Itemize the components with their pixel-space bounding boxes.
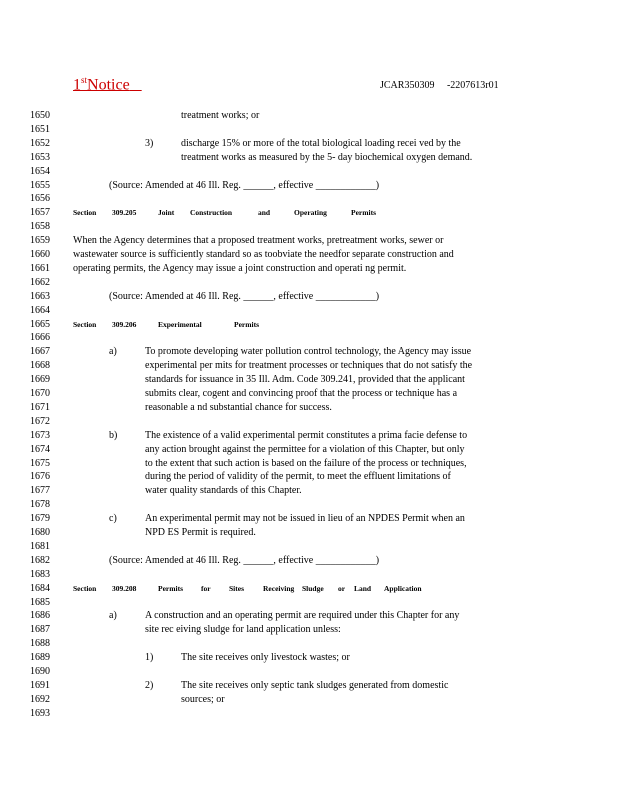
document-line xyxy=(0,679,618,693)
line-text: discharge 15% or more of the total biological loading recei ved by the xyxy=(181,137,461,149)
document-line xyxy=(0,387,618,401)
line-number: 1671 xyxy=(30,401,50,413)
section-heading-word: Experimental xyxy=(158,319,202,329)
line-text: An experimental permit may not be issued in lieu of an NPDES Permit when an xyxy=(145,513,465,525)
section-heading-word: Permits xyxy=(234,319,259,329)
section-heading-word: 309.206 xyxy=(112,319,137,329)
section-heading-word: Sludge xyxy=(302,583,324,593)
document-line xyxy=(0,582,618,596)
line-number: 1653 xyxy=(30,151,50,163)
line-number: 1686 xyxy=(30,610,50,622)
section-heading-word: Permits xyxy=(158,583,183,593)
line-number: 1687 xyxy=(30,624,50,636)
line-number: 1650 xyxy=(30,110,50,121)
document-line xyxy=(0,457,618,471)
document-line xyxy=(0,512,618,526)
section-heading-word: or xyxy=(338,583,346,593)
line-text: operating permits, the Agency may issue a joint construction and operati ng permit. xyxy=(73,262,407,274)
line-text: submits clear, cogent and convincing proof that the process or technique has a xyxy=(145,388,458,399)
section-heading-word: Section xyxy=(73,319,97,329)
document-code: JCAR350309 -2207613r01 xyxy=(380,80,499,91)
line-number: 1660 xyxy=(30,249,50,260)
line-number: 1684 xyxy=(30,582,50,594)
line-text: (Source: Amended at 46 Ill. Reg. ______, effective ____________) xyxy=(109,554,380,566)
document-line xyxy=(0,165,618,179)
document-line xyxy=(0,290,618,304)
list-label: 3) xyxy=(145,137,154,149)
document-line xyxy=(0,123,618,137)
document-line xyxy=(0,373,618,387)
document-line xyxy=(0,304,618,318)
line-number: 1673 xyxy=(30,429,50,441)
document-line xyxy=(0,276,618,290)
document-line xyxy=(0,484,618,498)
document-line xyxy=(0,693,618,707)
document-line xyxy=(0,707,618,721)
section-heading-word: Permits xyxy=(351,208,376,218)
line-number: 1665 xyxy=(30,318,50,330)
document-line xyxy=(0,665,618,679)
line-number: 1688 xyxy=(30,638,50,650)
line-number: 1680 xyxy=(30,527,50,538)
line-number: 1675 xyxy=(30,457,50,469)
line-text: treatment works as measured by the 5- day biochemical oxygen demand. xyxy=(181,151,473,163)
line-number: 1683 xyxy=(30,568,50,580)
list-label: c) xyxy=(109,513,117,525)
line-number: 1656 xyxy=(30,193,50,205)
line-number: 1668 xyxy=(30,360,50,372)
document-line xyxy=(0,234,618,248)
document-line xyxy=(0,359,618,373)
document-line xyxy=(0,443,618,457)
list-label: 1) xyxy=(145,652,154,664)
document-line xyxy=(0,596,618,610)
section-heading-word: Joint xyxy=(158,208,175,218)
document-line xyxy=(0,623,618,637)
line-text: to the extent that such action is based on the failure of the process or techniques, xyxy=(145,457,467,469)
line-text: To promote developing water pollution control technology, the Agency may issue xyxy=(145,346,472,358)
line-number: 1659 xyxy=(30,235,50,247)
line-number: 1652 xyxy=(30,137,50,149)
section-heading-word: Section xyxy=(73,208,97,218)
document-line xyxy=(0,318,618,332)
section-heading-word: 309.205 xyxy=(112,208,137,218)
document-line xyxy=(0,540,618,554)
line-number: 1678 xyxy=(30,499,50,511)
line-number: 1685 xyxy=(30,596,50,608)
list-label: b) xyxy=(109,429,118,441)
document-line xyxy=(0,192,618,206)
line-number: 1667 xyxy=(30,346,50,358)
document-line xyxy=(0,568,618,582)
line-text: during the period of validity of the permit, to meet the effluent limitations of xyxy=(145,471,451,483)
line-number: 1682 xyxy=(30,554,50,566)
document-line xyxy=(0,151,618,165)
line-text: A construction and an operating permit are required under this Chapter for any xyxy=(145,610,460,622)
line-number: 1690 xyxy=(30,666,50,677)
line-number: 1681 xyxy=(30,540,50,552)
section-heading-word: Section xyxy=(73,583,97,593)
document-line xyxy=(0,262,618,276)
document-line xyxy=(0,401,618,415)
document-line xyxy=(0,429,618,443)
list-label: a) xyxy=(109,346,117,358)
line-text: reasonable a nd substantial chance for success. xyxy=(145,401,332,413)
document-line xyxy=(0,109,618,123)
line-text: NPD ES Permit is required. xyxy=(145,527,256,538)
line-number: 1689 xyxy=(30,652,50,664)
line-text: (Source: Amended at 46 Ill. Reg. ______, effective ____________) xyxy=(109,179,380,191)
section-heading-word: Application xyxy=(384,583,422,593)
section-heading-word: Construction xyxy=(190,208,233,218)
line-text: any action brought against the permittee for a violation of this Chapter, but only xyxy=(145,443,465,455)
document-line xyxy=(0,498,618,512)
section-heading-word: and xyxy=(258,208,271,218)
section-heading-word: for xyxy=(201,583,211,593)
list-label: a) xyxy=(109,610,117,622)
line-number: 1663 xyxy=(30,290,50,302)
line-number: 1674 xyxy=(30,443,50,455)
section-heading-word: Operating xyxy=(294,208,327,218)
line-text: treatment works; or xyxy=(181,110,260,121)
document-line xyxy=(0,206,618,220)
document-line xyxy=(0,470,618,484)
section-heading-word: Sites xyxy=(229,583,244,593)
line-text: site rec eiving sludge for land application unless: xyxy=(145,624,341,636)
document-line xyxy=(0,248,618,262)
line-text: (Source: Amended at 46 Ill. Reg. ______, effective ____________) xyxy=(109,290,380,302)
line-number: 1693 xyxy=(30,707,50,719)
line-text: standards for issuance in 35 Ill. Adm. Code 309.241, provided that the applicant xyxy=(145,374,465,386)
line-text: water quality standards of this Chapter. xyxy=(145,485,302,497)
document-line xyxy=(0,220,618,234)
line-number: 1676 xyxy=(30,471,50,483)
list-label: 2) xyxy=(145,679,154,691)
line-number: 1657 xyxy=(30,207,50,219)
document-line xyxy=(0,651,618,665)
line-number: 1672 xyxy=(30,415,50,427)
line-number: 1670 xyxy=(30,388,50,399)
line-number: 1662 xyxy=(30,276,50,288)
line-number: 1658 xyxy=(30,221,50,233)
document-line xyxy=(0,179,618,193)
line-number: 1654 xyxy=(30,165,50,177)
line-text: The site receives only livestock wastes; or xyxy=(181,652,350,664)
document-line xyxy=(0,554,618,568)
document-line xyxy=(0,415,618,429)
line-text: The site receives only septic tank sludges generated from domestic xyxy=(181,679,449,691)
document-line xyxy=(0,345,618,359)
section-heading-word: Receiving xyxy=(263,583,295,593)
line-text: experimental per mits for treatment processes or techniques that do not satisfy the xyxy=(145,360,473,372)
line-number: 1651 xyxy=(30,123,50,135)
document-line xyxy=(0,137,618,151)
line-number: 1655 xyxy=(30,179,50,191)
document-line xyxy=(0,331,618,345)
line-number: 1679 xyxy=(30,513,50,525)
line-number: 1692 xyxy=(30,693,50,705)
line-number: 1661 xyxy=(30,262,50,274)
section-heading-word: Land xyxy=(354,583,372,593)
line-text: sources; or xyxy=(181,693,225,705)
line-number: 1669 xyxy=(30,374,50,386)
line-number: 1691 xyxy=(30,679,50,691)
document-line xyxy=(0,637,618,651)
line-text: The existence of a valid experimental permit constitutes a prima facie defense to xyxy=(145,429,468,441)
section-heading-word: 309.208 xyxy=(112,583,137,593)
document-line xyxy=(0,526,618,540)
line-number: 1666 xyxy=(30,332,50,344)
notice-heading: 1stNotice xyxy=(73,75,130,94)
line-text: wastewater source is sufficiently standard so as toobviate the needfor separate construction and xyxy=(73,249,454,260)
line-number: 1677 xyxy=(30,485,50,497)
document-line xyxy=(0,609,618,623)
line-text: When the Agency determines that a proposed treatment works, pretreatment works, sewer or xyxy=(73,235,444,247)
line-number: 1664 xyxy=(30,304,50,316)
